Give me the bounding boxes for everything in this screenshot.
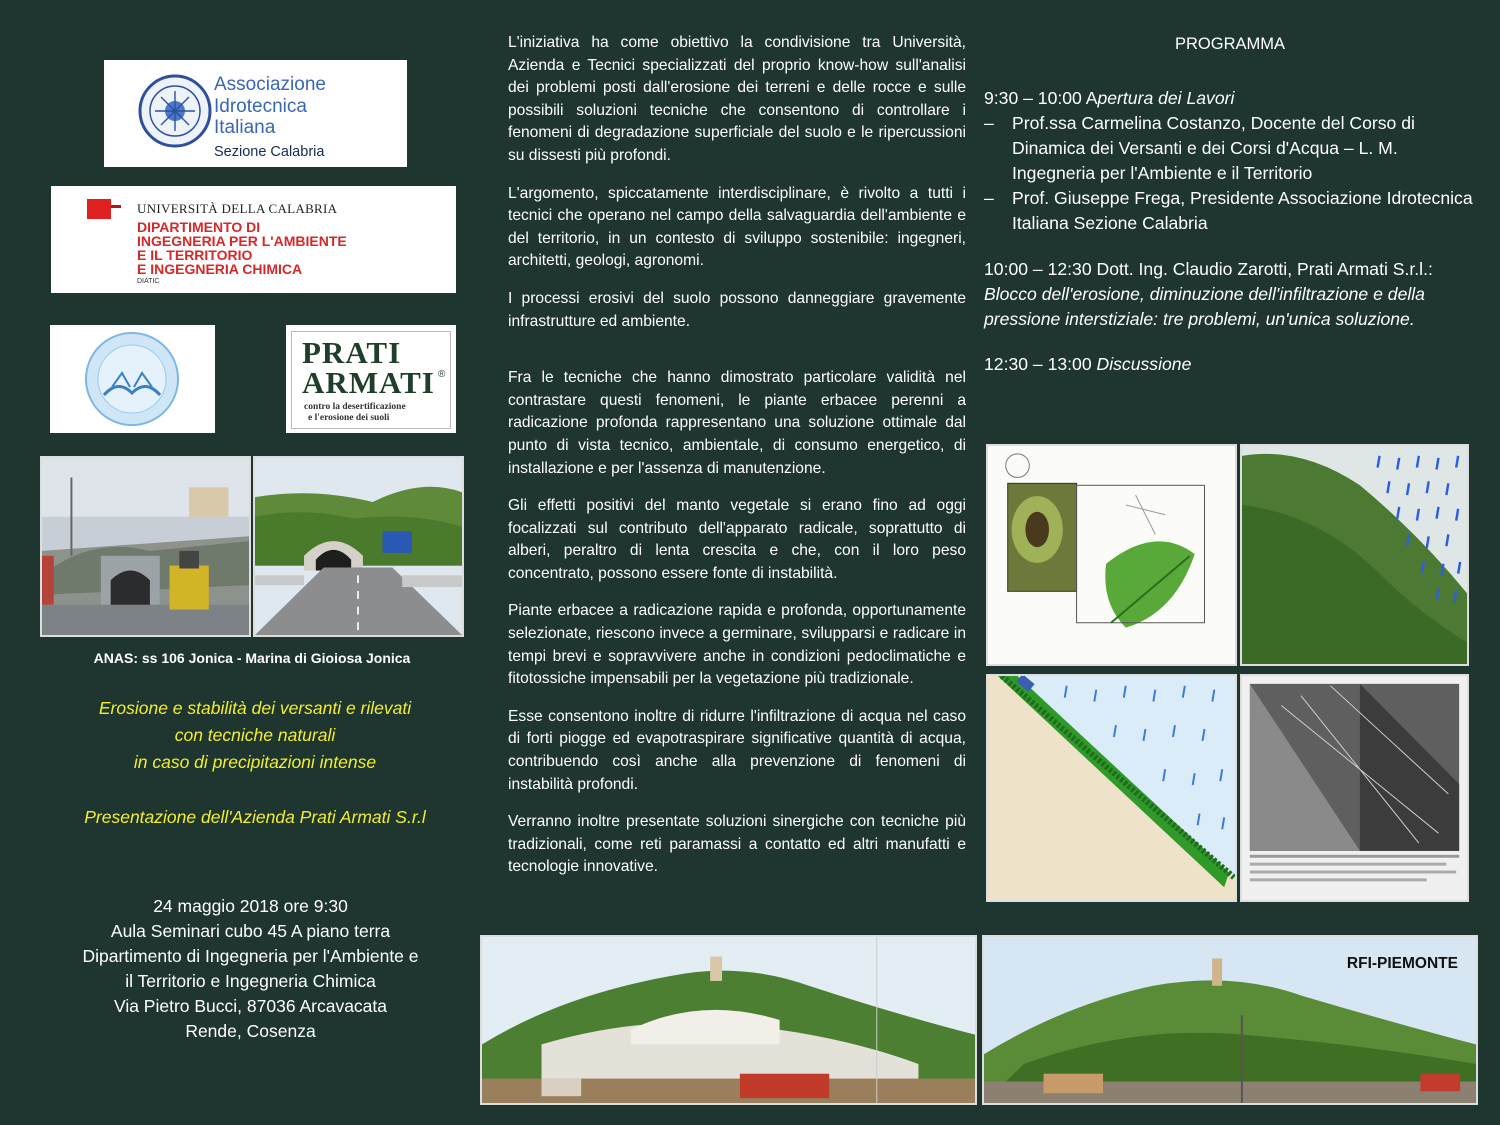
lmpa-globe-icon <box>82 329 182 429</box>
prati-name1: PRATI <box>302 335 402 370</box>
venue-date: 24 maggio 2018 ore 9:30 <box>153 896 348 916</box>
dash-2: – <box>984 188 994 208</box>
program-title-3: Discussione <box>1096 354 1192 374</box>
aii-seal-icon <box>138 74 212 148</box>
venue-city: Rende, Cosenza <box>185 1021 316 1041</box>
hill-photo-2 <box>982 935 1478 1105</box>
description-paragraph: Esse consentono inoltre di ridurre l'infiltrazione di acqua nel caso di forti piogge ed evapotraspirare significative quantità di acqua, contribuendo così anche alla prevenzione di fenomeni di instabilità profondi. <box>508 707 966 793</box>
aii-line4: Sezione Calabria <box>214 144 325 160</box>
aii-line2: Idrotecnica <box>214 96 307 117</box>
description-paragraph: Piante erbacee a radicazione rapida e profonda, opportunamente selezionate, riescono invece a germinare, svilupparsi e radicare in tempi brevi e sopravvivere anche in condizioni pedoclimatiche e fitotossiche impensabili per la vegetazione più tradizionale. <box>508 602 966 688</box>
prati-armati-logo <box>286 325 456 433</box>
unical-logo <box>51 186 456 293</box>
prati-tagline1: contro la desertificazione <box>304 402 406 412</box>
program-title-1: pertura dei Lavori <box>1097 88 1235 108</box>
program-speaker-1 <box>984 111 1476 186</box>
description-paragraph: I processi erosivi del suolo possono danneggiare gravemente infrastrutture ed ambiente. <box>508 289 966 330</box>
hill-photo-1 <box>480 935 977 1105</box>
description-paragraph: L'argomento, spiccatamente interdisciplinare, è rivolto a tutti i tecnici che operano nel campo della salvaguardia dell'ambiente e del territorio, in un contesto di sviluppo sostenibile: ingegneri, architetti, geologi, agronomi. <box>508 184 966 270</box>
root-diagram-image <box>986 444 1237 666</box>
prati-name2: ARMATI <box>302 365 435 400</box>
venue-dept2: il Territorio e Ingegneria Chimica <box>125 971 376 991</box>
aii-logo <box>104 60 407 167</box>
grass-slope-photo <box>1240 444 1469 666</box>
speaker-2-text: Prof. Giuseppe Frega, Presidente Associazione Idrotecnica Italiana Sezione Calabria <box>1012 188 1473 233</box>
venue-address: Via Pietro Bucci, 87036 Arcavacata <box>113 996 388 1016</box>
program-time-2: 10:00 – 12:30 Dott. Ing. Claudio Zarotti, Prati Armati S.r.l.: <box>984 259 1433 279</box>
prati-registered: ® <box>438 369 446 380</box>
description-paragraph: L'iniziativa ha come obiettivo la condivisione tra Università, Azienda e Tecnici specializzati del proprio know-how sull'analisi dei problemi posti dall'erosione dei terreni e delle rocce e sulle possibili soluzioni tecniche che consentono di controllare i fenomeni di degradazione superficiale del suolo e le ripercussioni su dissesti più profondi. <box>508 34 966 164</box>
lmpa-logo <box>50 325 215 433</box>
unical-dept1: DIPARTIMENTO DI <box>137 219 261 235</box>
bw-photo <box>1240 674 1469 902</box>
tunnel-photo-2 <box>253 456 464 637</box>
prati-tagline2: e l'erosione dei suoli <box>308 413 390 423</box>
program-time-3: 12:30 – 13:00 <box>984 354 1097 374</box>
tunnel-photo-1 <box>40 456 251 637</box>
description-paragraph: Verranno inoltre presentate soluzioni sinergiche con tecniche più tradizionali, come reti paramassi a contatto ed altri manufatti e tecnologie innovative. <box>508 813 966 876</box>
program-item-discussion <box>984 352 1476 377</box>
unical-acronym: DIATIC <box>137 278 160 285</box>
program-column <box>984 32 1476 377</box>
venue-room: Aula Seminari cubo 45 A piano terra <box>110 921 391 941</box>
program-speaker-2 <box>984 186 1476 236</box>
event-title-line2: con tecniche naturali <box>174 725 336 745</box>
description-column <box>508 32 966 894</box>
program-item-talk <box>984 257 1476 332</box>
program-item-opening <box>984 86 1476 111</box>
aii-line1: Associazione <box>214 74 326 95</box>
program-time-1: 9:30 – 10:00 A <box>984 88 1098 108</box>
speaker-1-text: Prof.ssa Carmelina Costanzo, Docente del Corso di Dinamica dei Versanti e dei Corsi d'Acqua – L. M. Ingegneria per l'Ambiente e il Territorio <box>1012 113 1415 183</box>
photo-caption: ANAS: ss 106 Jonica - Marina di Gioiosa Jonica <box>93 650 411 666</box>
event-title-line3: in caso di precipitazioni intense <box>133 752 377 772</box>
rfi-piemonte-label: RFI-PIEMONTE <box>1346 955 1458 972</box>
aii-line3: Italiana <box>214 117 276 138</box>
description-paragraph: Gli effetti positivi del manto vegetale si erano fino ad oggi focalizzati sul contributo dell'apparato radicale, soprattutto di alberi, peraltro di lenta crescita e che, con il loro peso concentrato, possono essere fonte di instabilità. <box>508 497 966 582</box>
venue-dept1: Dipartimento di Ingegneria per l'Ambiente e <box>82 946 419 966</box>
dash-1: – <box>984 113 994 133</box>
event-title <box>40 695 470 776</box>
venue-block <box>40 894 461 1044</box>
program-heading: PROGRAMMA <box>1174 35 1285 53</box>
unical-dept3: E IL TERRITORIO <box>137 247 253 263</box>
unical-flag-icon <box>87 199 121 219</box>
event-title-line1: Erosione e stabilità dei versanti e rilevati <box>98 698 412 718</box>
unical-dept2: INGEGNERIA PER L'AMBIENTE <box>137 233 347 249</box>
program-title-2: Blocco dell'erosione, diminuzione dell'infiltrazione e della pressione interstiziale: tre problemi, un'unica soluzione. <box>984 284 1425 329</box>
unical-dept4: E INGEGNERIA CHIMICA <box>137 261 303 277</box>
unical-name: UNIVERSITÀ DELLA CALABRIA <box>137 201 338 216</box>
rain-slope-diagram <box>986 674 1237 902</box>
description-paragraph: Fra le tecniche che hanno dimostrato particolare validità nel contrastare questi fenomeni, le piante erbacee perenni a radicazione profonda rappresentano una soluzione ottimale dal punto di vista tecnico, ambientale, di consumo energetico, di installazione e per l'assenza di manutenzione. <box>508 369 966 477</box>
presentation-line: Presentazione dell'Azienda Prati Armati S.r.l <box>84 807 426 827</box>
